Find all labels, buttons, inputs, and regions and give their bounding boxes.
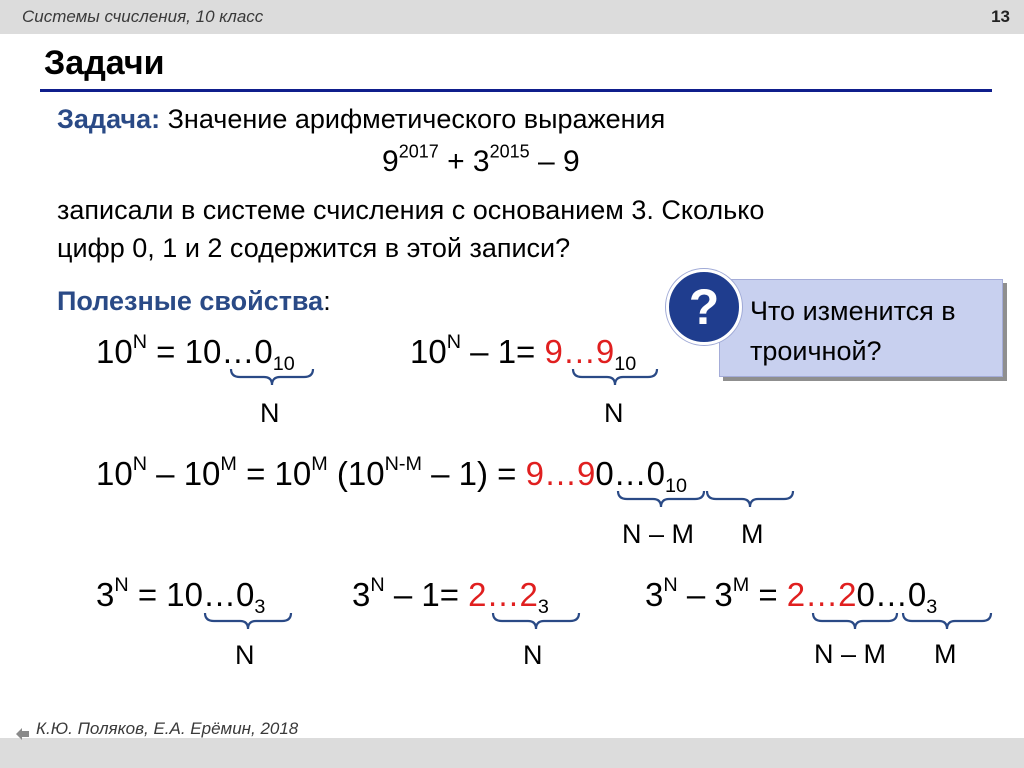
- underbrace: [492, 612, 580, 630]
- formula-3n-minus-1: $3^N - 1=$ $2\dots 2_3$: [352, 574, 549, 618]
- footer-bar: [0, 738, 1024, 768]
- underbrace: [812, 612, 898, 630]
- task-text-1: Значение арифметического выражения: [160, 104, 666, 134]
- task-expression: $9^{2017} + 3^{2015} - 9$: [382, 141, 580, 178]
- underbrace: [706, 490, 794, 508]
- course-title: Системы счисления, 10 класс: [22, 7, 264, 26]
- footer-authors: К.Ю. Поляков, Е.А. Ерёмин, 2018: [36, 719, 299, 738]
- brace-label: N: [604, 398, 624, 428]
- formula-3n-minus-3m: $3^N - 3^M$ = $2\dots 20\dots 0_3$: [645, 574, 938, 618]
- formula-3n: $3^N$ = $10\dots 0_3$: [96, 574, 266, 618]
- slide-title: Задачи: [44, 44, 165, 82]
- brace-label: N – M: [814, 639, 887, 669]
- task-label: Задача:: [57, 104, 161, 134]
- formula-10n-minus-1: $10^N - 1=$ $9\dots 9_{10}$: [410, 331, 637, 375]
- task-line-3: цифр 0, 1 и 2 содержится в этой записи?: [57, 233, 571, 263]
- underbrace: [617, 490, 705, 508]
- brace-label: N: [523, 640, 543, 670]
- brace-label: N – M: [622, 519, 695, 549]
- formula-difference: $10^N - 10^M = 10^M$ $(10^{N-M} - 1)$ = $9\dots 90\dots 0_{10}$: [96, 453, 688, 497]
- title-divider: [40, 89, 992, 92]
- author-logo-icon: [14, 725, 32, 741]
- underbrace: [902, 612, 992, 630]
- underbrace: [572, 368, 658, 386]
- brace-label: M: [934, 639, 957, 669]
- brace-label: N: [260, 398, 280, 428]
- callout-box: [719, 279, 1003, 377]
- brace-label: N: [235, 640, 255, 670]
- properties-heading: Полезные свойства:: [57, 286, 331, 316]
- callout-text: Что изменится в троичной?: [750, 296, 956, 366]
- task-line-1: [57, 104, 665, 135]
- page-number: 13: [991, 7, 1010, 26]
- brace-label: M: [741, 519, 764, 549]
- underbrace: [230, 368, 314, 386]
- task-line-2: записали в системе счисления с основанием 3. Сколько: [57, 195, 765, 225]
- underbrace: [204, 612, 292, 630]
- formula-10n: $10^N$ = $10\dots 0_{10}$: [96, 331, 295, 375]
- question-icon: ?: [666, 269, 742, 345]
